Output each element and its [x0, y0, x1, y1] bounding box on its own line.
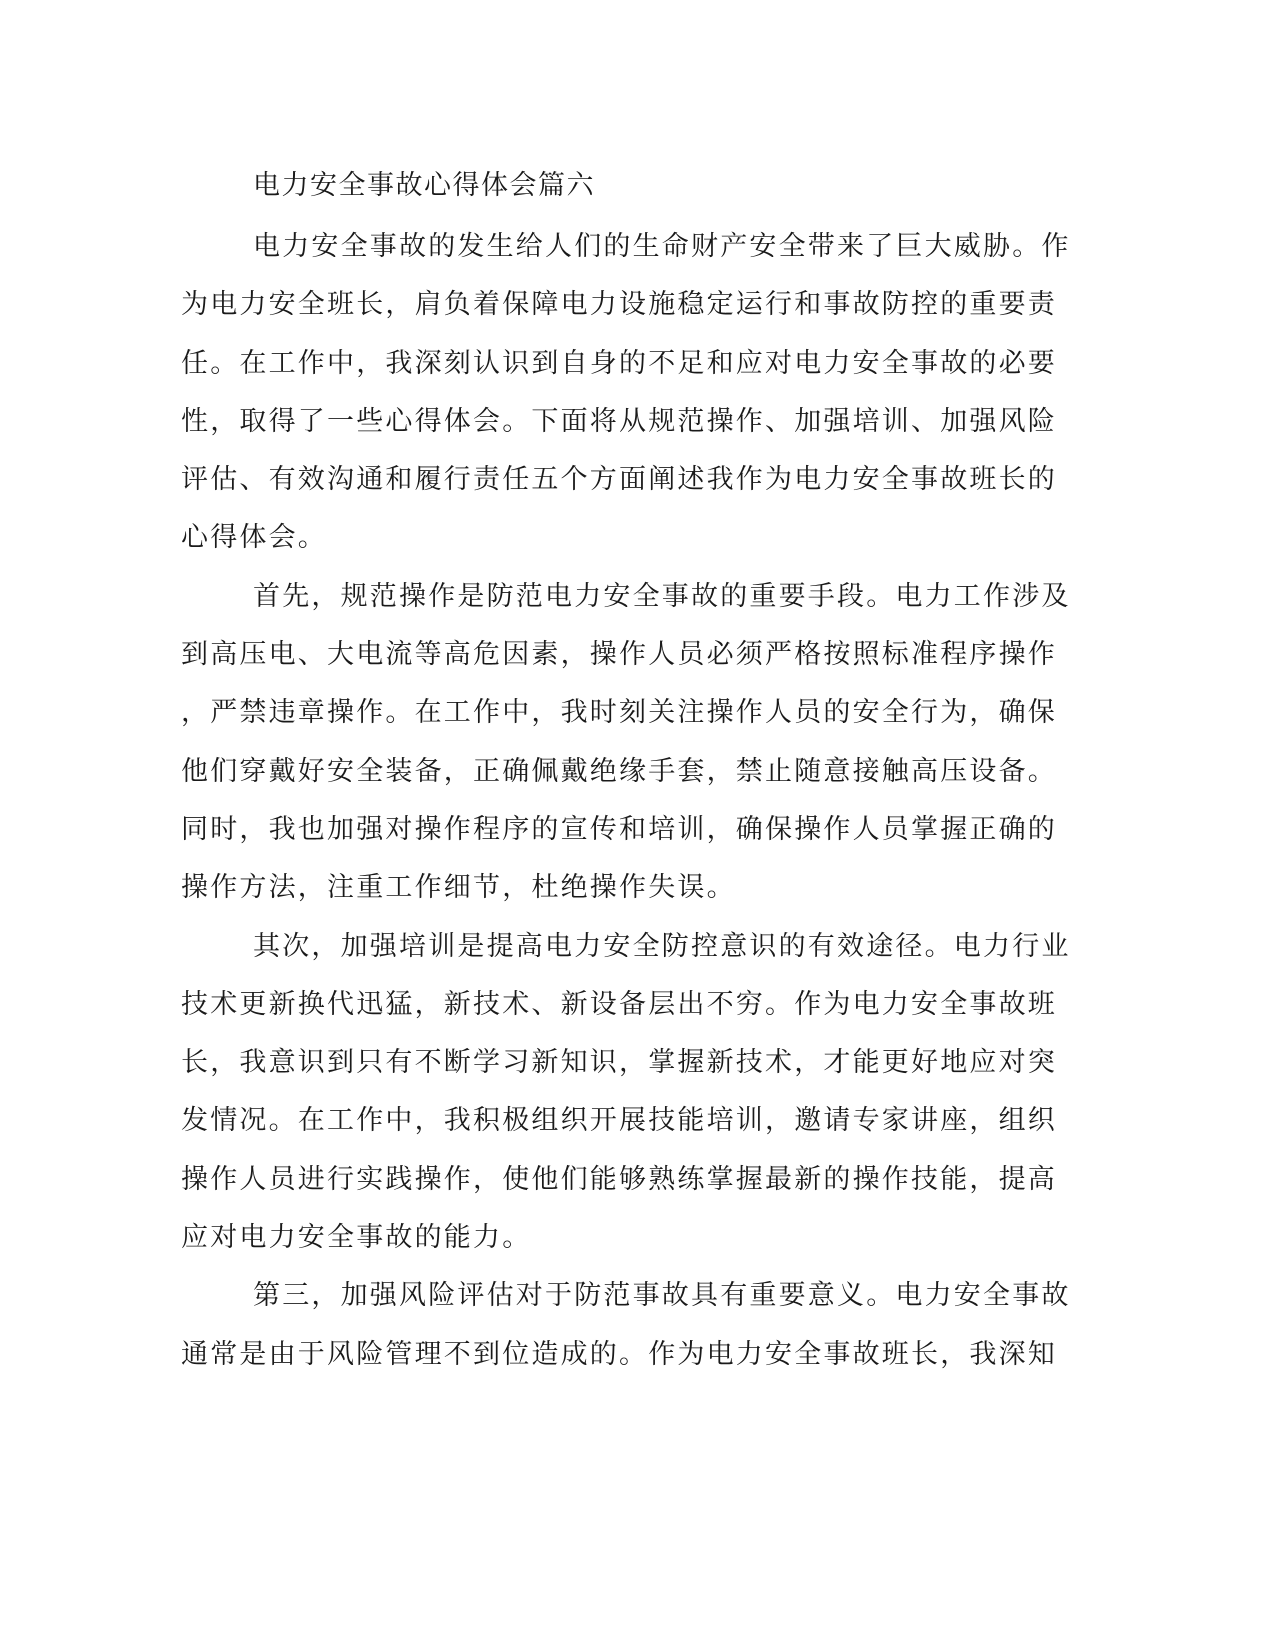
text-line: 操作人员进行实践操作，使他们能够熟练掌握最新的操作技能，提高: [181, 1163, 1057, 1195]
text-line: 发情况。在工作中，我积极组织开展技能培训，邀请专家讲座，组织: [181, 1105, 1057, 1137]
document-title: 电力安全事故心得体会篇六: [253, 170, 595, 201]
text-line: 技术更新换代迅猛，新技术、新设备层出不穷。作为电力安全事故班: [181, 988, 1057, 1020]
text-line: 心得体会。: [181, 522, 327, 554]
document-body: [181, 158, 1071, 1384]
text-line: 长，我意识到只有不断学习新知识，掌握新技术，才能更好地应对突: [181, 1047, 1057, 1079]
text-line: 其次，加强培训是提高电力安全防控意识的有效途径。电力行业: [253, 930, 1071, 962]
text-line: 任。在工作中，我深刻认识到自身的不足和应对电力安全事故的必要: [181, 347, 1057, 379]
text-line: 评估、有效沟通和履行责任五个方面阐述我作为电力安全事故班长的: [181, 464, 1057, 496]
paragraph-risk-assessment: [181, 1267, 1071, 1384]
text-line: 性，取得了一些心得体会。下面将从规范操作、加强培训、加强风险: [181, 405, 1057, 437]
text-line: 为电力安全班长，肩负着保障电力设施稳定运行和事故防控的重要责: [181, 289, 1057, 321]
text-line: 应对电力安全事故的能力。: [181, 1222, 532, 1254]
paragraph-intro: [181, 218, 1071, 568]
text-line: 电力安全事故的发生给人们的生命财产安全带来了巨大威胁。作: [253, 231, 1071, 262]
text-line: 到高压电、大电流等高危因素，操作人员必须严格按照标准程序操作: [181, 639, 1057, 671]
text-line: 操作方法，注重工作细节，杜绝操作失误。: [181, 872, 736, 904]
text-line: ，严禁违章操作。在工作中，我时刻关注操作人员的安全行为，确保: [181, 697, 1057, 729]
text-line: 他们穿戴好安全装备，正确佩戴绝缘手套，禁止随意接触高压设备。: [181, 755, 1057, 787]
text-line: 第三，加强风险评估对于防范事故具有重要意义。电力安全事故: [253, 1280, 1071, 1312]
text-line: 同时，我也加强对操作程序的宣传和培训，确保操作人员掌握正确的: [181, 813, 1057, 845]
text-line: 通常是由于风险管理不到位造成的。作为电力安全事故班长，我深知: [181, 1338, 1057, 1370]
paragraph-operation: [181, 568, 1071, 918]
text-line: 首先，规范操作是防范电力安全事故的重要手段。电力工作涉及: [253, 580, 1071, 612]
paragraph-training: [181, 918, 1071, 1268]
